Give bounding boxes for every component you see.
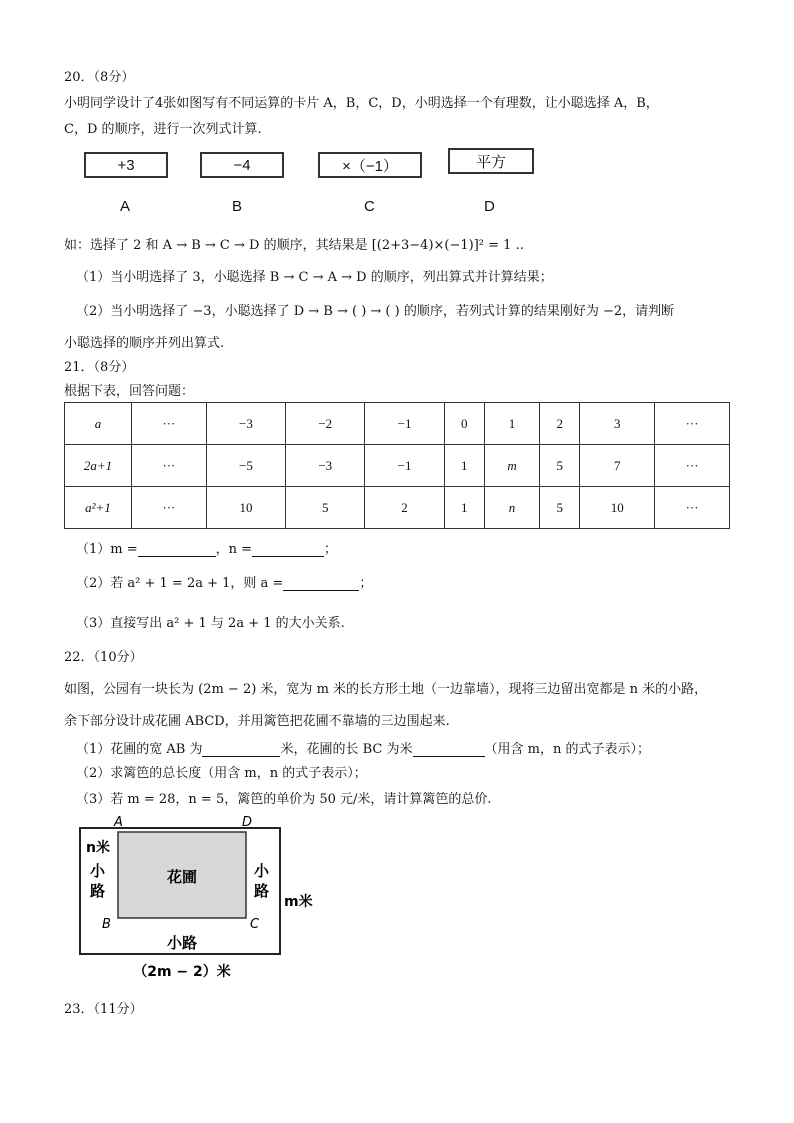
q21-sub2: （2）若 a² + 1 = 2a + 1，则 a = ； (76, 576, 373, 591)
card-a-label: A (120, 198, 131, 215)
table-cell: a (65, 403, 132, 445)
bottom-length-label: （2m − 2）米 (133, 964, 231, 980)
table-row (65, 403, 730, 445)
table-cell: −5 (206, 445, 285, 487)
card-d-label: D (484, 198, 495, 215)
q21-header: 21．（8分） (64, 360, 135, 375)
q21-intro: 根据下表，回答问题： (64, 384, 195, 399)
q20-line2: C，D 的顺序，进行一次列式计算. (64, 122, 262, 137)
table-cell: 1 (484, 403, 540, 445)
q22-sub3: （3）若 m = 28，n = 5，篱笆的单价为 50 元/米，请计算篱笆的总价. (76, 792, 492, 807)
q20-header: 20．（8分） (64, 70, 135, 85)
q21-sub3: （3）直接写出 a² + 1 与 2a + 1 的大小关系. (76, 616, 345, 631)
right-m-label: m米 (284, 894, 313, 910)
q20-sub1: （1）当小明选择了 3，小聪选择 B → C → A → D 的顺序，列出算式并计算结果； (76, 270, 553, 285)
garden-label: 花圃 (166, 868, 198, 886)
answer-blank-bc[interactable] (413, 741, 485, 757)
card-c-label: C (364, 198, 375, 215)
table-cell: 5 (286, 487, 365, 529)
q22-line1: 如图，公园有一块长为 (2m − 2) 米，宽为 m 米的长方形土地（一边靠墙），现将三边留出宽都是 n 米的小路， (64, 682, 708, 697)
card-b-label: B (232, 198, 243, 215)
card-c: ×（−1） (318, 152, 422, 178)
bottom-path-label: 小路 (166, 934, 198, 952)
table-cell: −2 (286, 403, 365, 445)
table-cell: 5 (540, 487, 580, 529)
q20-sub2a: （2）当小明选择了 −3，小聪选择了 D → B → ( ) → ( ) 的顺序，若列式计算的结果刚好为 −2，请判断 (76, 304, 675, 319)
q20-example: 如：选择了 2 和 A → B → C → D 的顺序，其结果是 [(2+3−4)×(−1)]² = 1 .. (64, 238, 524, 253)
value-table (64, 402, 730, 529)
table-cell: a²+1 (65, 487, 132, 529)
table-cell: −3 (206, 403, 285, 445)
table-cell: m (484, 445, 540, 487)
q22-sub1: （1）花圃的宽 AB 为 米，花圃的长 BC 为米 （用含 m，n 的式子表示）； (76, 742, 650, 757)
table-row (65, 445, 730, 487)
q22-line2: 余下部分设计成花圃 ABCD，并用篱笆把花圃不靠墙的三边围起来. (64, 714, 450, 729)
answer-blank-n[interactable] (252, 541, 324, 557)
table-cell: 2 (365, 487, 444, 529)
table-cell: 0 (444, 403, 484, 445)
q22-sub2: （2）求篱笆的总长度（用含 m，n 的式子表示）； (76, 766, 367, 781)
table-cell: −1 (365, 445, 444, 487)
table-cell: 5 (540, 445, 580, 487)
right-path-2: 路 (254, 882, 270, 900)
table-cell: ··· (655, 445, 730, 487)
table-row (65, 487, 730, 529)
table-cell: 10 (206, 487, 285, 529)
card-a: +3 (84, 152, 168, 178)
right-path-1: 小 (254, 862, 270, 880)
table-cell: ··· (655, 487, 730, 529)
point-c: C (250, 917, 260, 932)
answer-blank-m[interactable] (138, 541, 216, 557)
table-cell: 3 (580, 403, 655, 445)
answer-blank-a[interactable] (283, 575, 359, 591)
left-width-label: n米 (86, 840, 110, 856)
q22-header: 22．（10分） (64, 650, 143, 665)
table-cell: 7 (580, 445, 655, 487)
answer-blank-ab[interactable] (202, 741, 280, 757)
table-cell: 1 (444, 445, 484, 487)
point-a: A (114, 815, 123, 830)
point-b: B (102, 917, 111, 932)
table-cell: n (484, 487, 540, 529)
table-cell: 2 (540, 403, 580, 445)
table-cell: ··· (132, 403, 207, 445)
table-cell: ··· (132, 445, 207, 487)
table-cell: 2a+1 (65, 445, 132, 487)
table-cell: ··· (132, 487, 207, 529)
card-d: 平方 (448, 148, 534, 174)
table-cell: 10 (580, 487, 655, 529)
left-path-1: 小 (90, 862, 106, 880)
card-b: −4 (200, 152, 284, 178)
q23-header: 23．（11分） (64, 1002, 143, 1017)
table-cell: −3 (286, 445, 365, 487)
q20-line1: 小明同学设计了4张如图写有不同运算的卡片 A，B，C，D，小明选择一个有理数，让小聪选择 A，B， (64, 96, 659, 111)
q20-sub2b: 小聪选择的顺序并列出算式. (64, 336, 225, 351)
garden-figure (70, 810, 330, 986)
q21-sub1: （1）m = ，n = ； (76, 542, 338, 557)
left-path-2: 路 (90, 882, 106, 900)
table-cell: ··· (655, 403, 730, 445)
table-cell: −1 (365, 403, 444, 445)
table-cell: 1 (444, 487, 484, 529)
point-d: D (242, 815, 253, 830)
